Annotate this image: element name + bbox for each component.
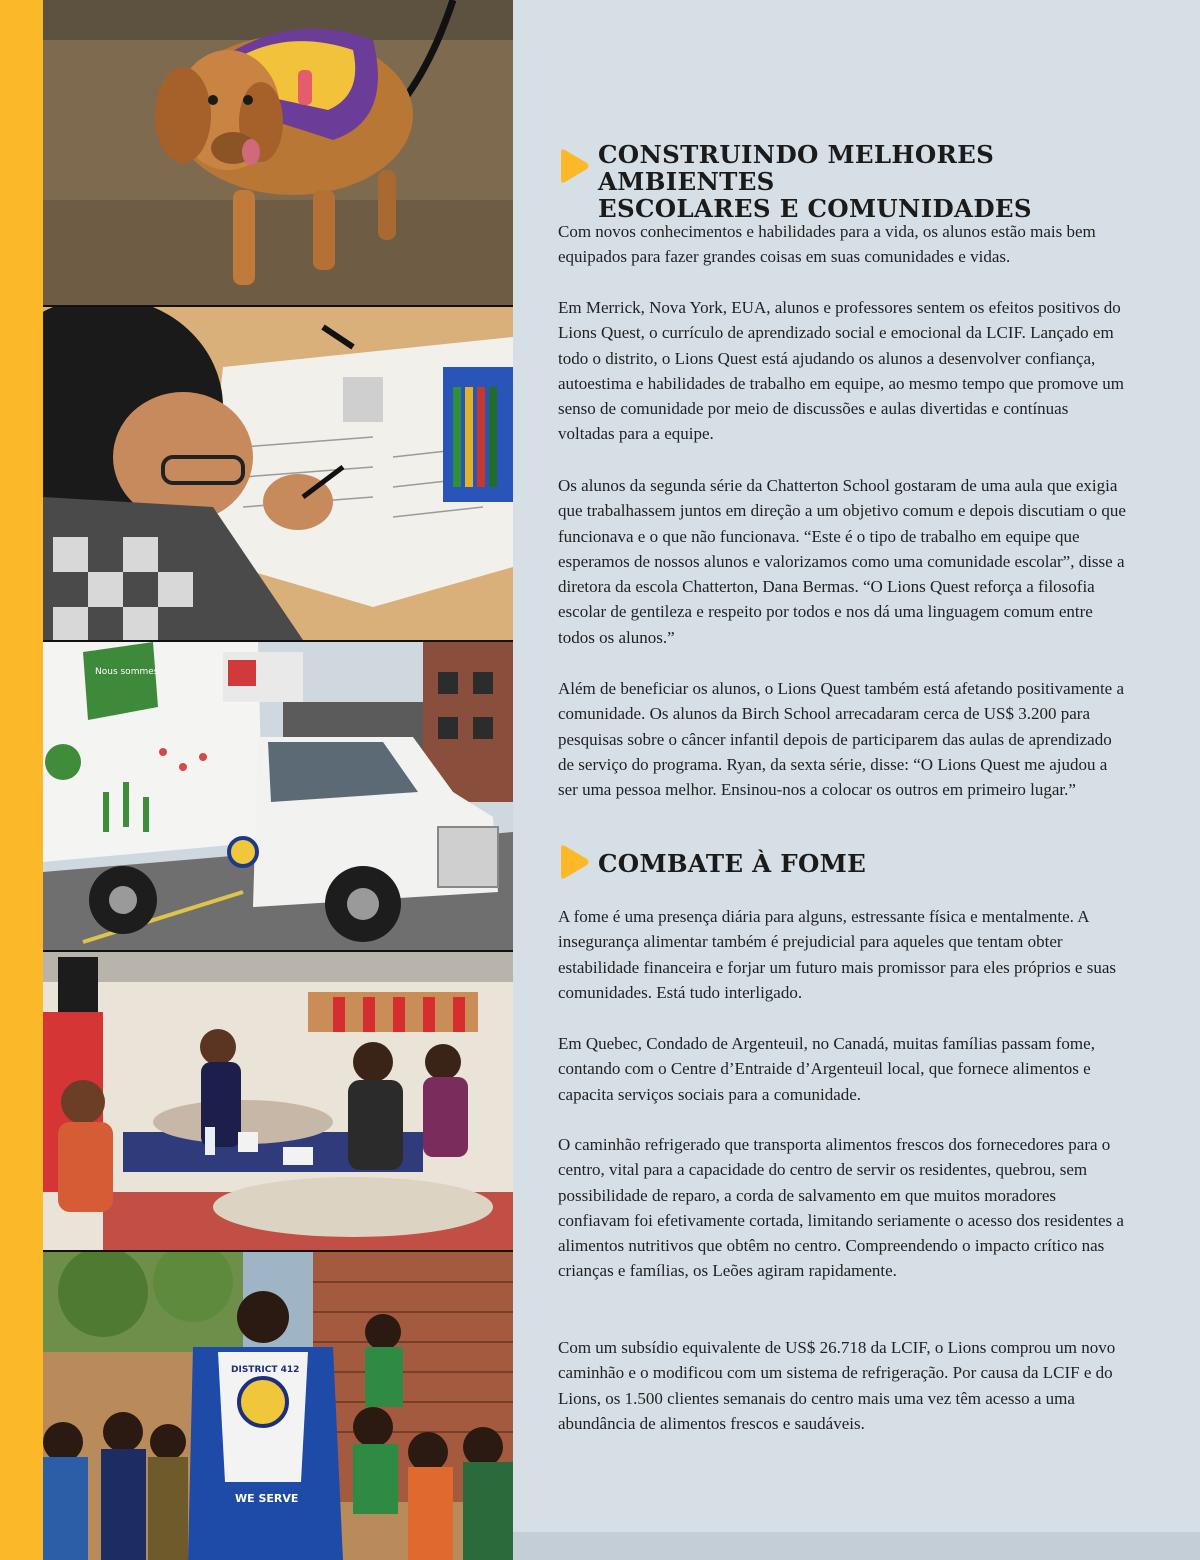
photo-column (43, 0, 513, 1560)
section-title-line: COMBATE À FOME (598, 849, 867, 878)
play-arrow-icon (558, 147, 590, 185)
jacket-district-text: DISTRICT 412 (231, 1365, 300, 1375)
paragraph: Em Merrick, Nova York, EUA, alunos e professores sentem os efeitos positivos do Lions Quest, o currículo de aprendizado social e emocional da LCIF. Lançado em todo o distrito, o Lions Quest está ajudando os alunos a desenvolver confiança, autoestima e habilidades de trabalho em equipe, ao mesmo tempo que promove um senso de comunidade por meio de discussões e aulas divertidas e contínuas voltadas para a equipe. (558, 298, 1125, 444)
yellow-accent-bar (0, 0, 43, 1560)
paragraph: Além de beneficiar os alunos, o Lions Quest também está afetando positivamente a comunidade. Os alunos da Birch School arrecadaram cerca de US$ 3.200 para pesquisas sobre o câncer infantil depois de participarem das aulas de aprendizado de serviço do programa. Ryan, da sexta série, disse: “O Lions Quest me ajudou a ser uma pessoa melhor. Ensinou-nos a colocar os outros em primeiro lugar.” (558, 679, 1125, 800)
student-writing-photo (43, 307, 513, 640)
section-title-line: CONSTRUINDO MELHORES AMBIENTES (598, 140, 995, 196)
section-title (598, 141, 1128, 222)
children-lion-photo (43, 1252, 513, 1560)
play-arrow-icon (558, 843, 590, 881)
paragraph: Os alunos da segunda série da Chatterton School gostaram de uma aula que exigia que trabalhassem juntos em direção a um objetivo comum e depois discutiam o que funcionava e o que não funcionava. “Este é o tipo de trabalho em equipe que esperamos de nossos alunos e valorizamos como uma comunidade escolar”, disse a diretora da escola Chatterton, Dana Bermas. “O Lions Quest reforça a filosofia escolar de gentileza e respeito por todos e nos dá uma linguagem comum entre todos os alunos.” (558, 476, 1126, 647)
health-camp-photo (43, 952, 513, 1250)
paragraph: Em Quebec, Condado de Argenteuil, no Canadá, muitas famílias passam fome, contando com o Centre d’Entraide d’Argenteuil local, que fornece alimentos e capacita serviços sociais para a comunidade. (558, 1034, 1095, 1104)
paragraph: Com um subsídio equivalente de US$ 26.718 da LCIF, o Lions comprou um novo caminhão e o modificou com um sistema de refrigeração. Por causa da LCIF e do Lions, os 1.500 clientes semanais do centro mais uma vez têm acesso a uma abundância de alimentos frescos e saudáveis. (558, 1338, 1116, 1433)
paragraph: A fome é uma presença diária para alguns, estressante física e mentalmente. A insegurança alimentar também é prejudicial para aqueles que tentam obter estabilidade financeira e forjar um futuro mais promissor para eles próprios e suas comunidades. Está tudo interligado. (558, 907, 1116, 1002)
truck-sign-text: Nous sommes (95, 667, 159, 677)
jacket-we-serve-text: WE SERVE (235, 1492, 299, 1505)
bottom-strip (513, 1532, 1200, 1560)
section-title (598, 850, 866, 877)
refrigerated-truck-photo (43, 642, 513, 950)
paragraph: O caminhão refrigerado que transporta alimentos frescos dos fornecedores para o centro, vital para a capacidade do centro de servir os residentes, quebrou, sem possibilidade de reparo, a corda de salvamento em que muitos moradores confiavam foi efetivamente cortada, limitando seriamente o acesso dos residentes a alimentos nutritivos que obtêm no centro. Compreendendo o impacto crítico nas crianças e famílias, os Leões agiram rapidamente. (558, 1135, 1124, 1281)
service-dog-photo (43, 0, 513, 305)
section-title-line: ESCOLARES E COMUNIDADES (598, 194, 1032, 223)
paragraph: Com novos conhecimentos e habilidades para a vida, os alunos estão mais bem equipados para fazer grandes coisas em suas comunidades e vidas. (558, 222, 1096, 267)
